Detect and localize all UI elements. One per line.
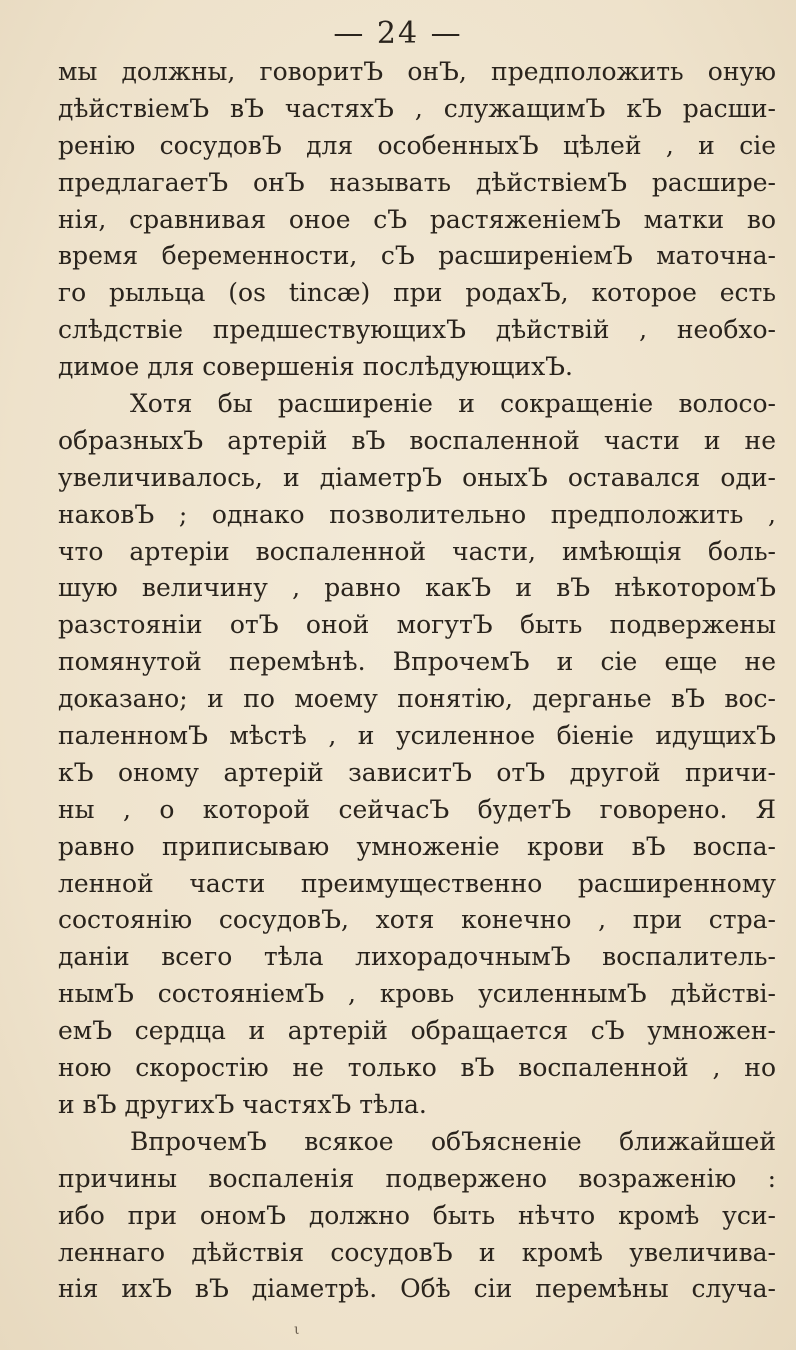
text-line: шую величину , равно какЪ и вЪ нѣкоторомЪ [58,573,776,603]
text-line: что артеріи воспаленной части, имѣющія боль- [58,536,776,566]
text-line: образныхЪ артерій вЪ воспаленной части и не [58,425,776,455]
text-line-paragraph-start: Хотя бы расширеніе и сокращеніе волосо- [130,389,776,419]
text-line: мы должны, говоритЪ онЪ, предположить оную [58,57,776,86]
page-number: — 24 — [333,16,463,51]
text-line: увеличивалось, и діаметрЪ оныхЪ оставался оди- [58,462,776,492]
text-line-paragraph-end: и вЪ другихЪ частяхЪ тѣла. [58,1089,427,1119]
text-line: нія, сравнивая оное сЪ растяженіемЪ матки во [58,204,776,234]
text-line: равно приписываю умноженіе крови вЪ воспа- [58,831,776,861]
text-line: ною скоростію не только вЪ воспаленной , но [58,1053,776,1083]
text-line: доказано; и по моему понятію, дерганье вЪ вос- [58,684,776,714]
text-line: паленномЪ мѣстѣ , и усиленное біеніе идущихЪ [58,721,776,751]
text-line: леннаго дѣйствія сосудовЪ и кромѣ увеличива- [58,1237,776,1267]
text-line: ренію сосудовЪ для особенныхЪ цѣлей , и сіе [58,130,776,160]
text-line: помянутой перемѣнѣ. ВпрочемЪ и сіе еще не [58,647,776,677]
text-line-paragraph-end: димое для совершенія послѣдующихЪ. [58,352,573,382]
text-line: ны , о которой сейчасЪ будетЪ говорено. Я [58,794,776,824]
text-line: ленной части преимущественно расширенному [58,868,776,898]
signature-mark: ι [294,1322,300,1338]
body-text [58,54,776,1308]
text-line: состоянію сосудовЪ, хотя конечно , при стра- [58,905,776,935]
text-line: наковЪ ; однако позволительно предположить , [58,499,776,529]
text-line: емЪ сердца и артерій обращается сЪ умножен- [58,1016,776,1046]
text-line: время беременности, сЪ расширеніемЪ маточна- [58,241,776,271]
text-line: даніи всего тѣла лихорадочнымЪ воспалитель- [58,942,776,972]
text-line: разстояніи отЪ оной могутЪ быть подвержены [58,610,776,640]
text-line: дѣйствіемЪ вЪ частяхЪ , служащимЪ кЪ расши- [58,93,776,123]
text-line: причины воспаленія подвержено возраженію : [58,1163,776,1193]
text-line-paragraph-start: ВпрочемЪ всякое обЪясненіе ближайшей [130,1126,776,1156]
text-line: кЪ оному артерій зависитЪ отЪ другой причи- [58,757,776,787]
text-line: предлагаетЪ онЪ называть дѣйствіемЪ расшире- [58,167,776,197]
text-line: нія ихЪ вЪ діаметрѣ. Обѣ сіи перемѣны случа- [58,1274,776,1304]
text-line: ибо при ономЪ должно быть нѣчто кромѣ уси- [58,1200,776,1230]
text-line: слѣдствіе предшествующихЪ дѣйствій , необхо- [58,315,776,345]
text-line: го рыльца (os tincæ) при родахЪ, которое есть [58,278,776,308]
text-line: нымЪ состояніемЪ , кровь усиленнымЪ дѣйствi- [58,979,776,1009]
